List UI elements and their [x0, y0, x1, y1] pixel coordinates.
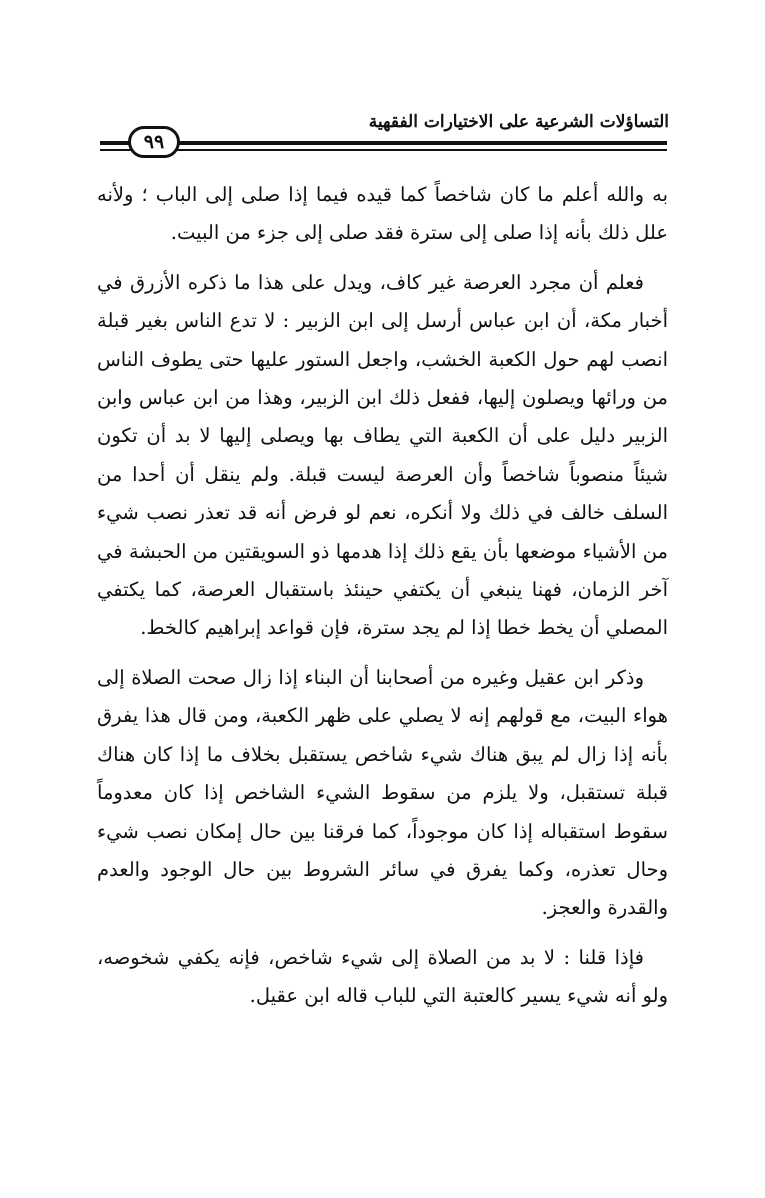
running-header-title: التساؤلات الشرعية على الاختيارات الفقهية	[368, 112, 669, 132]
header-rule-thick	[100, 141, 667, 145]
page-body	[97, 176, 668, 1027]
page-number-badge: ٩٩	[128, 126, 180, 158]
paragraph: فإذا قلنا : لا بد من الصلاة إلى شيء شاخص، فإنه يكفي شخوصه، ولو أنه شيء يسير كالعتبة التي للباب قاله ابن عقيل.	[97, 945, 668, 1008]
header-rule-thin	[100, 149, 667, 151]
paragraph: وذكر ابن عقيل وغيره من أصحابنا أن البناء إذا زال صحت الصلاة إلى هواء البيت، مع قولهم إنه لا يصلي على ظهر الكعبة، ومن قال هذا يفرق بأنه إذا زال لم يبق هناك شيء شاخص يستقبل بخلاف ما إذا كان هناك قبلة تستقبل، ولا يلزم من سقوط الشيء الشاخص إذا كان معدوماً سقوط استقباله إذا كان موجوداً، كما فرقنا بين حال إمكان نصب شيء وحال تعذره، وكما يفرق في سائر الشروط بين حال الوجود والعدم والقدرة والعجز.	[97, 665, 668, 920]
paragraph-continuation: به والله أعلم ما كان شاخصاً كما قيده فيما إذا صلى إلى الباب ؛ ولأنه علل ذلك بأنه إذا صلى إلى سترة فقد صلى إلى جزء من البيت.	[97, 183, 668, 245]
paragraph: فعلم أن مجرد العرصة غير كاف، ويدل على هذا ما ذكره الأزرق في أخبار مكة، أن ابن عباس أرسل إلى ابن الزبير : لا تدع الناس بغير قبلة انصب لهم حول الكعبة الخشب، واجعل الستور عليها حتى يطوف الناس من ورائها ويصلون إليها، ففعل ذلك ابن الزبير، وهذا من ابن عباس وابن الزبير دليل على أن الكعبة التي يطاف بها ويصلى إليها لا بد أن تكون شيئاً منصوباً شاخصاً وأن العرصة ليست قبلة. ولم ينقل أن أحدا من السلف خالف في ذلك ولا أنكره، نعم لو فرض أنه قد تعذر نصب شيء من الأشياء موضعها بأن يقع ذلك إذا هدمها ذو السويقتين من الحبشة في آخر الزمان، فهنا ينبغي أن يكتفي حينئذ باستقبال العرصة، كما يكتفي المصلي أن يخط خطا إذا لم يجد سترة، فإن قواعد إبراهيم كالخط.	[97, 270, 668, 640]
